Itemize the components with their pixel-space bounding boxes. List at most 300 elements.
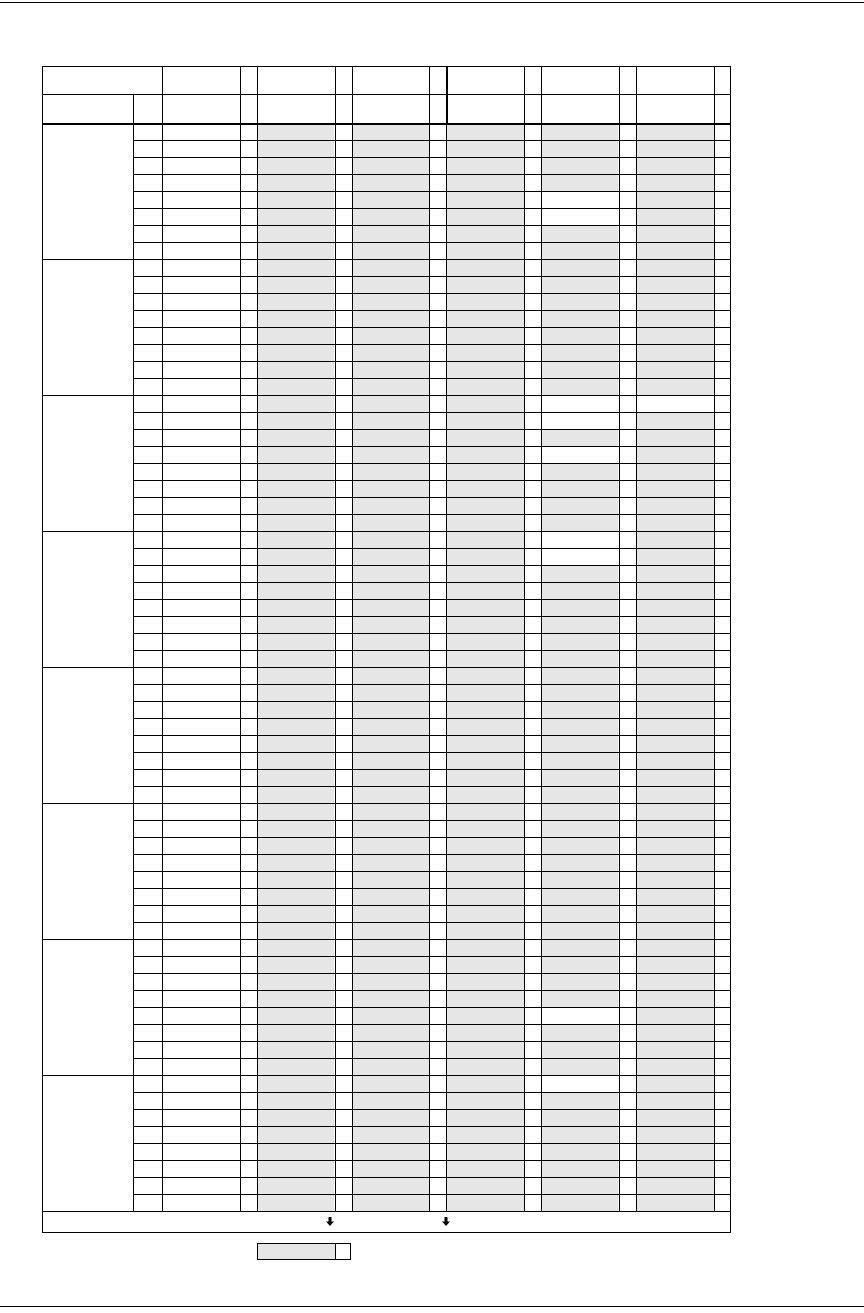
input-cell[interactable] [637, 344, 714, 361]
input-cell[interactable] [447, 327, 524, 344]
input-cell[interactable] [352, 973, 429, 990]
input-cell[interactable] [542, 701, 618, 718]
input-cell[interactable] [352, 174, 429, 191]
input-cell[interactable] [542, 1058, 618, 1075]
input-cell[interactable] [257, 854, 334, 871]
input-cell[interactable] [447, 888, 524, 905]
input-cell[interactable] [637, 735, 714, 752]
input-cell[interactable] [447, 293, 524, 310]
input-cell[interactable] [542, 378, 618, 395]
input-cell[interactable] [542, 1177, 618, 1194]
input-cell[interactable] [542, 1126, 618, 1143]
input-cell[interactable] [352, 990, 429, 1007]
input-cell[interactable] [542, 1109, 618, 1126]
input-cell[interactable] [257, 1058, 334, 1075]
input-cell[interactable] [352, 242, 429, 259]
input-cell[interactable] [352, 293, 429, 310]
input-cell[interactable] [257, 939, 334, 956]
input-cell[interactable] [447, 1109, 524, 1126]
input-cell[interactable] [352, 1075, 429, 1092]
input-cell[interactable] [257, 1143, 334, 1160]
input-cell[interactable] [637, 1143, 714, 1160]
input-cell[interactable] [352, 191, 429, 208]
input-cell[interactable] [637, 582, 714, 599]
input-cell[interactable] [542, 837, 618, 854]
input-cell[interactable] [352, 1160, 429, 1177]
input-cell[interactable] [257, 1007, 334, 1024]
input-cell[interactable] [447, 1126, 524, 1143]
input-cell[interactable] [352, 905, 429, 922]
input-cell[interactable] [352, 752, 429, 769]
input-cell[interactable] [257, 497, 334, 514]
input-cell[interactable] [542, 242, 618, 259]
input-cell[interactable] [542, 565, 618, 582]
input-cell[interactable] [542, 344, 618, 361]
input-cell[interactable] [542, 990, 618, 1007]
input-cell[interactable] [257, 123, 334, 140]
input-cell[interactable] [637, 1160, 714, 1177]
input-cell[interactable] [352, 786, 429, 803]
input-cell[interactable] [257, 208, 334, 225]
input-cell[interactable] [447, 1092, 524, 1109]
input-cell[interactable] [447, 480, 524, 497]
input-cell[interactable] [637, 310, 714, 327]
input-cell[interactable] [257, 616, 334, 633]
input-cell[interactable] [447, 395, 524, 412]
input-cell[interactable] [447, 446, 524, 463]
input-cell[interactable] [637, 786, 714, 803]
input-cell[interactable] [447, 735, 524, 752]
input-cell[interactable] [542, 752, 618, 769]
input-cell[interactable] [542, 956, 618, 973]
input-cell[interactable] [637, 548, 714, 565]
input-cell[interactable] [257, 905, 334, 922]
input-cell[interactable] [352, 327, 429, 344]
input-cell[interactable] [447, 1007, 524, 1024]
total-field[interactable] [257, 1243, 351, 1260]
input-cell[interactable] [637, 514, 714, 531]
input-cell[interactable] [352, 854, 429, 871]
input-cell[interactable] [447, 752, 524, 769]
input-cell[interactable] [257, 480, 334, 497]
input-cell[interactable] [352, 344, 429, 361]
input-cell[interactable] [447, 803, 524, 820]
input-cell[interactable] [257, 701, 334, 718]
input-cell[interactable] [257, 667, 334, 684]
input-cell[interactable] [447, 429, 524, 446]
input-cell[interactable] [257, 769, 334, 786]
input-cell[interactable] [447, 905, 524, 922]
input-cell[interactable] [352, 1194, 429, 1211]
input-cell[interactable] [542, 718, 618, 735]
input-cell[interactable] [257, 599, 334, 616]
input-cell[interactable] [447, 769, 524, 786]
input-cell[interactable] [352, 599, 429, 616]
input-cell[interactable] [637, 531, 714, 548]
input-cell[interactable] [637, 701, 714, 718]
input-cell[interactable] [352, 701, 429, 718]
input-cell[interactable] [352, 259, 429, 276]
input-cell[interactable] [447, 718, 524, 735]
input-cell[interactable] [352, 429, 429, 446]
input-cell[interactable] [542, 871, 618, 888]
input-cell[interactable] [637, 650, 714, 667]
input-cell[interactable] [447, 463, 524, 480]
input-cell[interactable] [447, 225, 524, 242]
input-cell[interactable] [257, 837, 334, 854]
input-cell[interactable] [542, 820, 618, 837]
input-cell[interactable] [257, 752, 334, 769]
input-cell[interactable] [542, 361, 618, 378]
input-cell[interactable] [542, 225, 618, 242]
input-cell[interactable] [257, 259, 334, 276]
input-cell[interactable] [637, 1075, 714, 1092]
input-cell[interactable] [352, 1177, 429, 1194]
input-cell[interactable] [352, 667, 429, 684]
input-cell[interactable] [447, 310, 524, 327]
input-cell[interactable] [447, 1143, 524, 1160]
input-cell[interactable] [542, 1041, 618, 1058]
input-cell[interactable] [542, 1024, 618, 1041]
input-cell[interactable] [637, 718, 714, 735]
input-cell[interactable] [352, 395, 429, 412]
input-cell[interactable] [352, 276, 429, 293]
input-cell[interactable] [637, 276, 714, 293]
input-cell[interactable] [637, 140, 714, 157]
input-cell[interactable] [352, 208, 429, 225]
input-cell[interactable] [257, 888, 334, 905]
input-cell[interactable] [447, 1041, 524, 1058]
input-cell[interactable] [257, 1109, 334, 1126]
input-cell[interactable] [637, 854, 714, 871]
input-cell[interactable] [352, 871, 429, 888]
input-cell[interactable] [637, 1041, 714, 1058]
input-cell[interactable] [447, 939, 524, 956]
input-cell[interactable] [447, 616, 524, 633]
input-cell[interactable] [352, 225, 429, 242]
input-cell[interactable] [542, 259, 618, 276]
input-cell[interactable] [447, 531, 524, 548]
input-cell[interactable] [352, 361, 429, 378]
input-cell[interactable] [637, 956, 714, 973]
input-cell[interactable] [352, 735, 429, 752]
input-cell[interactable] [352, 480, 429, 497]
input-cell[interactable] [257, 463, 334, 480]
input-cell[interactable] [447, 599, 524, 616]
input-cell[interactable] [352, 514, 429, 531]
input-cell[interactable] [352, 650, 429, 667]
input-cell[interactable] [637, 123, 714, 140]
input-cell[interactable] [637, 1177, 714, 1194]
input-cell[interactable] [637, 174, 714, 191]
input-cell[interactable] [257, 310, 334, 327]
input-cell[interactable] [352, 412, 429, 429]
input-cell[interactable] [542, 310, 618, 327]
input-cell[interactable] [637, 429, 714, 446]
input-cell[interactable] [352, 922, 429, 939]
input-cell[interactable] [447, 208, 524, 225]
input-cell[interactable] [542, 1160, 618, 1177]
input-cell[interactable] [637, 803, 714, 820]
input-cell[interactable] [637, 1058, 714, 1075]
input-cell[interactable] [447, 582, 524, 599]
input-cell[interactable] [637, 667, 714, 684]
input-cell[interactable] [637, 191, 714, 208]
input-cell[interactable] [637, 242, 714, 259]
input-cell[interactable] [257, 242, 334, 259]
input-cell[interactable] [637, 1109, 714, 1126]
input-cell[interactable] [637, 990, 714, 1007]
input-cell[interactable] [352, 956, 429, 973]
input-cell[interactable] [352, 582, 429, 599]
input-cell[interactable] [637, 820, 714, 837]
input-cell[interactable] [257, 293, 334, 310]
input-cell[interactable] [257, 1194, 334, 1211]
input-cell[interactable] [257, 650, 334, 667]
input-cell[interactable] [637, 939, 714, 956]
input-cell[interactable] [637, 973, 714, 990]
input-cell[interactable] [447, 1160, 524, 1177]
input-cell[interactable] [257, 1177, 334, 1194]
input-cell[interactable] [447, 633, 524, 650]
input-cell[interactable] [637, 871, 714, 888]
input-cell[interactable] [447, 786, 524, 803]
input-cell[interactable] [447, 1177, 524, 1194]
input-cell[interactable] [542, 429, 618, 446]
input-cell[interactable] [447, 344, 524, 361]
input-cell[interactable] [257, 633, 334, 650]
input-cell[interactable] [352, 1126, 429, 1143]
input-cell[interactable] [257, 582, 334, 599]
input-cell[interactable] [637, 1007, 714, 1024]
input-cell[interactable] [447, 565, 524, 582]
input-cell[interactable] [352, 888, 429, 905]
input-cell[interactable] [637, 157, 714, 174]
input-cell[interactable] [447, 174, 524, 191]
input-cell[interactable] [257, 446, 334, 463]
input-cell[interactable] [257, 820, 334, 837]
input-cell[interactable] [352, 803, 429, 820]
input-cell[interactable] [637, 616, 714, 633]
input-cell[interactable] [352, 446, 429, 463]
input-cell[interactable] [637, 565, 714, 582]
input-cell[interactable] [352, 633, 429, 650]
input-cell[interactable] [637, 293, 714, 310]
input-cell[interactable] [257, 1126, 334, 1143]
input-cell[interactable] [542, 463, 618, 480]
input-cell[interactable] [352, 684, 429, 701]
input-cell[interactable] [542, 123, 618, 140]
input-cell[interactable] [542, 735, 618, 752]
input-cell[interactable] [352, 1092, 429, 1109]
input-cell[interactable] [447, 1058, 524, 1075]
input-cell[interactable] [542, 616, 618, 633]
input-cell[interactable] [257, 276, 334, 293]
input-cell[interactable] [542, 973, 618, 990]
input-cell[interactable] [447, 157, 524, 174]
input-cell[interactable] [352, 531, 429, 548]
input-cell[interactable] [637, 752, 714, 769]
input-cell[interactable] [637, 1092, 714, 1109]
input-cell[interactable] [542, 922, 618, 939]
input-cell[interactable] [447, 361, 524, 378]
input-cell[interactable] [637, 327, 714, 344]
input-cell[interactable] [257, 803, 334, 820]
input-cell[interactable] [352, 939, 429, 956]
input-cell[interactable] [447, 259, 524, 276]
input-cell[interactable] [447, 548, 524, 565]
input-cell[interactable] [257, 327, 334, 344]
input-cell[interactable] [542, 480, 618, 497]
input-cell[interactable] [257, 735, 334, 752]
input-cell[interactable] [257, 1092, 334, 1109]
input-cell[interactable] [542, 293, 618, 310]
input-cell[interactable] [257, 718, 334, 735]
input-cell[interactable] [352, 123, 429, 140]
input-cell[interactable] [542, 497, 618, 514]
input-cell[interactable] [637, 259, 714, 276]
input-cell[interactable] [447, 854, 524, 871]
input-cell[interactable] [257, 395, 334, 412]
input-cell[interactable] [447, 140, 524, 157]
input-cell[interactable] [637, 1126, 714, 1143]
input-cell[interactable] [447, 684, 524, 701]
input-cell[interactable] [542, 650, 618, 667]
input-cell[interactable] [447, 497, 524, 514]
input-cell[interactable] [542, 803, 618, 820]
input-cell[interactable] [447, 191, 524, 208]
input-cell[interactable] [352, 310, 429, 327]
input-cell[interactable] [542, 888, 618, 905]
input-cell[interactable] [447, 514, 524, 531]
input-cell[interactable] [542, 327, 618, 344]
input-cell[interactable] [542, 276, 618, 293]
input-cell[interactable] [257, 344, 334, 361]
input-cell[interactable] [352, 1024, 429, 1041]
input-cell[interactable] [542, 939, 618, 956]
input-cell[interactable] [257, 922, 334, 939]
input-cell[interactable] [447, 123, 524, 140]
input-cell[interactable] [257, 157, 334, 174]
input-cell[interactable] [447, 990, 524, 1007]
input-cell[interactable] [352, 1041, 429, 1058]
input-cell[interactable] [257, 684, 334, 701]
input-cell[interactable] [447, 922, 524, 939]
input-cell[interactable] [542, 514, 618, 531]
input-cell[interactable] [542, 854, 618, 871]
input-cell[interactable] [447, 956, 524, 973]
input-cell[interactable] [542, 1194, 618, 1211]
input-cell[interactable] [257, 565, 334, 582]
input-cell[interactable] [637, 1024, 714, 1041]
input-cell[interactable] [542, 1092, 618, 1109]
input-cell[interactable] [352, 463, 429, 480]
input-cell[interactable] [257, 140, 334, 157]
input-cell[interactable] [352, 1007, 429, 1024]
input-cell[interactable] [542, 582, 618, 599]
input-cell[interactable] [257, 514, 334, 531]
input-cell[interactable] [352, 769, 429, 786]
input-cell[interactable] [352, 565, 429, 582]
input-cell[interactable] [257, 1024, 334, 1041]
input-cell[interactable] [447, 667, 524, 684]
input-cell[interactable] [542, 667, 618, 684]
input-cell[interactable] [352, 616, 429, 633]
input-cell[interactable] [257, 361, 334, 378]
input-cell[interactable] [542, 140, 618, 157]
input-cell[interactable] [447, 378, 524, 395]
input-cell[interactable] [637, 378, 714, 395]
input-cell[interactable] [257, 531, 334, 548]
input-cell[interactable] [352, 820, 429, 837]
input-cell[interactable] [352, 718, 429, 735]
input-cell[interactable] [257, 225, 334, 242]
input-cell[interactable] [352, 157, 429, 174]
input-cell[interactable] [637, 837, 714, 854]
input-cell[interactable] [257, 548, 334, 565]
input-cell[interactable] [257, 956, 334, 973]
input-cell[interactable] [257, 1075, 334, 1092]
input-cell[interactable] [542, 157, 618, 174]
input-cell[interactable] [257, 191, 334, 208]
input-cell[interactable] [447, 973, 524, 990]
input-cell[interactable] [447, 1194, 524, 1211]
input-cell[interactable] [447, 837, 524, 854]
input-cell[interactable] [637, 922, 714, 939]
input-cell[interactable] [637, 905, 714, 922]
input-cell[interactable] [257, 871, 334, 888]
input-cell[interactable] [542, 633, 618, 650]
input-cell[interactable] [637, 497, 714, 514]
input-cell[interactable] [637, 446, 714, 463]
input-cell[interactable] [637, 633, 714, 650]
input-cell[interactable] [542, 599, 618, 616]
input-cell[interactable] [447, 1024, 524, 1041]
input-cell[interactable] [447, 412, 524, 429]
input-cell[interactable] [637, 1194, 714, 1211]
input-cell[interactable] [257, 174, 334, 191]
input-cell[interactable] [542, 905, 618, 922]
input-cell[interactable] [257, 429, 334, 446]
input-cell[interactable] [352, 378, 429, 395]
input-cell[interactable] [637, 208, 714, 225]
input-cell[interactable] [542, 684, 618, 701]
input-cell[interactable] [447, 1075, 524, 1092]
input-cell[interactable] [257, 1160, 334, 1177]
input-cell[interactable] [542, 786, 618, 803]
input-cell[interactable] [447, 871, 524, 888]
input-cell[interactable] [637, 599, 714, 616]
input-cell[interactable] [637, 412, 714, 429]
input-cell[interactable] [352, 1058, 429, 1075]
input-cell[interactable] [257, 973, 334, 990]
input-cell[interactable] [257, 412, 334, 429]
input-cell[interactable] [257, 1041, 334, 1058]
input-cell[interactable] [447, 242, 524, 259]
input-cell[interactable] [352, 1109, 429, 1126]
input-cell[interactable] [352, 548, 429, 565]
input-cell[interactable] [447, 650, 524, 667]
input-cell[interactable] [637, 684, 714, 701]
input-cell[interactable] [352, 837, 429, 854]
input-cell[interactable] [637, 225, 714, 242]
input-cell[interactable] [542, 174, 618, 191]
input-cell[interactable] [447, 701, 524, 718]
input-cell[interactable] [352, 497, 429, 514]
input-cell[interactable] [637, 888, 714, 905]
input-cell[interactable] [637, 361, 714, 378]
input-cell[interactable] [257, 990, 334, 1007]
